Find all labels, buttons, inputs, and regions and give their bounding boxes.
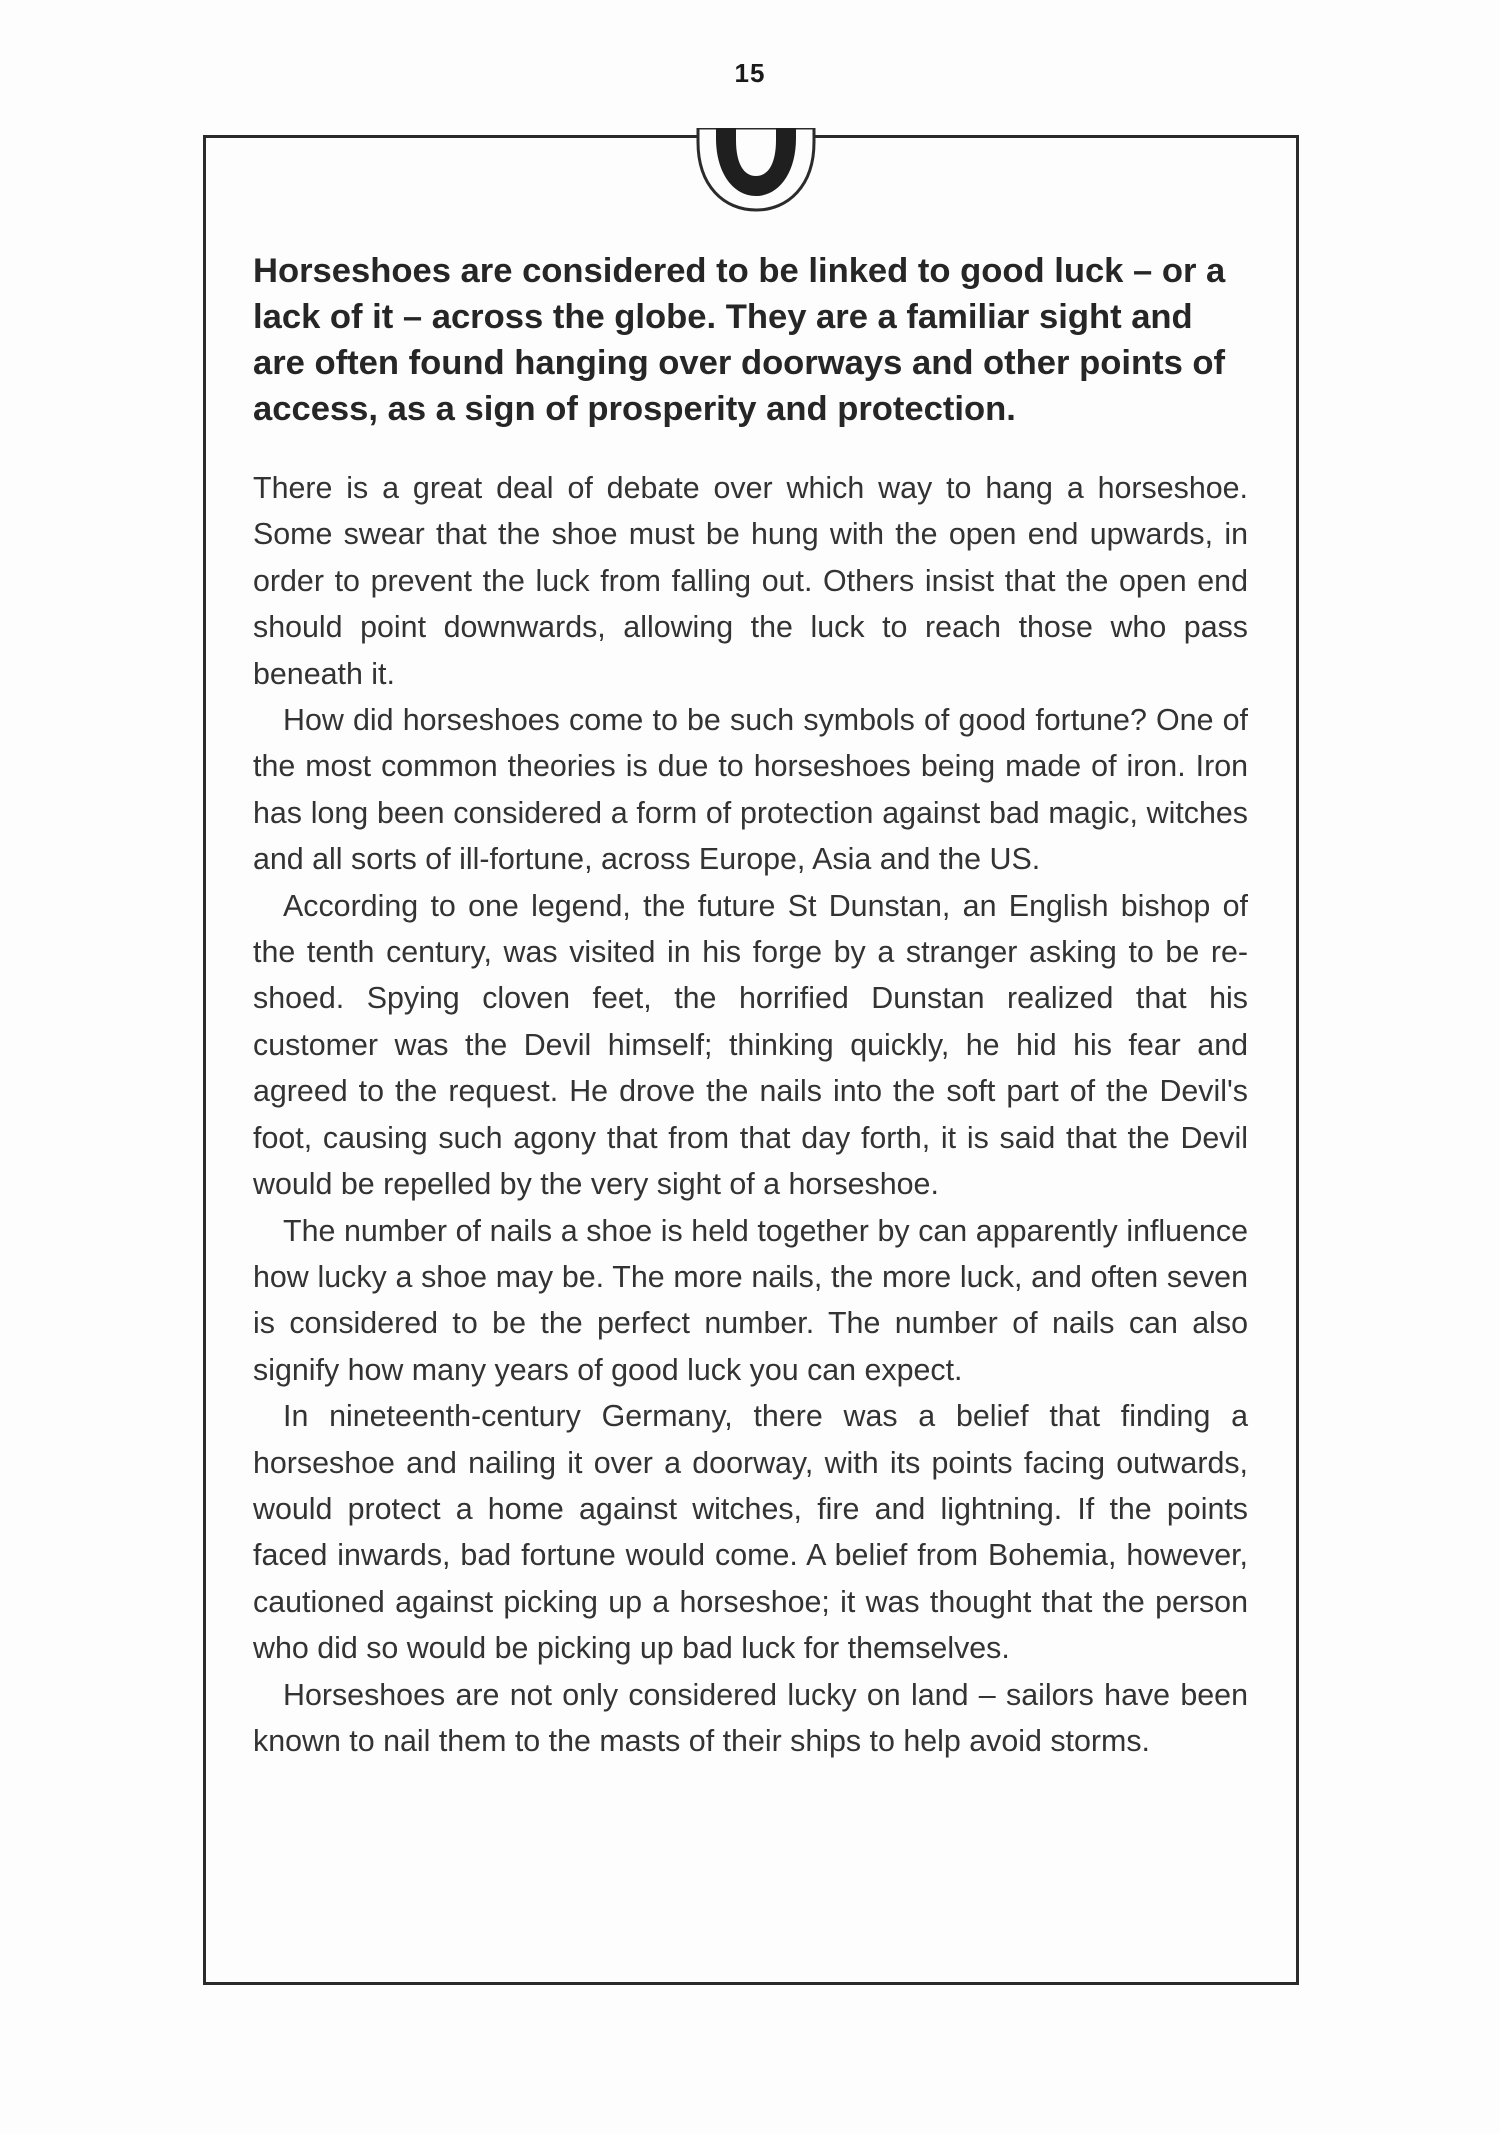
horseshoe-icon	[690, 128, 822, 214]
body-text	[253, 465, 1248, 1764]
paragraph-iron-theory: How did horseshoes come to be such symbols of good fortune? One of the most common theories is due to horseshoes being made of iron. Iron has long been considered a form of protection against bad magic, witches and all sorts of ill-fortune, across Europe, Asia and the US.	[253, 703, 1248, 877]
paragraph-st-dunstan-legend: According to one legend, the future St Dunstan, an English bishop of the tenth century, was visited in his forge by a stranger asking to be re-shoed. Spying cloven feet, the horrified Dunstan realized that his customer was the Devil himself; thinking quickly, he hid his fear and agreed to the request. He drove the nails into the soft part of the Devil's foot, causing such agony that from that day forth, it is said that the Devil would be repelled by the very sight of a horseshoe.	[253, 888, 1248, 1202]
paragraph-sailors: Horseshoes are not only considered lucky on land – sailors have been known to nail them to the masts of their ships to help avoid storms.	[253, 1677, 1248, 1758]
paragraph-germany-bohemia: In nineteenth-century Germany, there was a belief that finding a horseshoe and nailing it over a doorway, with its points facing outwards, would protect a home against witches, fire and lightning. If the points faced inwards, bad fortune would come. A belief from Bohemia, however, cautioned against picking up a horseshoe; it was thought that the person who did so would be picking up bad luck for themselves.	[253, 1399, 1248, 1666]
intro-paragraph: Horseshoes are considered to be linked to good luck – or a lack of it – across the globe. They are a familiar sight and are often found hanging over doorways and other points of access, as a sign of prosperity and protection.	[253, 252, 1226, 428]
paragraph-number-of-nails: The number of nails a shoe is held together by can apparently influence how lucky a shoe may be. The more nails, the more luck, and often seven is considered to be the perfect number. The number of nails can also signify how many years of good luck you can expect.	[253, 1213, 1248, 1387]
paragraph-hanging-debate: There is a great deal of debate over which way to hang a horseshoe. Some swear that the shoe must be hung with the open end upwards, in order to prevent the luck from falling out. Others insist that the open end should point downwards, allowing the luck to reach those who pass beneath it.	[253, 471, 1248, 691]
page-number: 15	[734, 58, 766, 88]
